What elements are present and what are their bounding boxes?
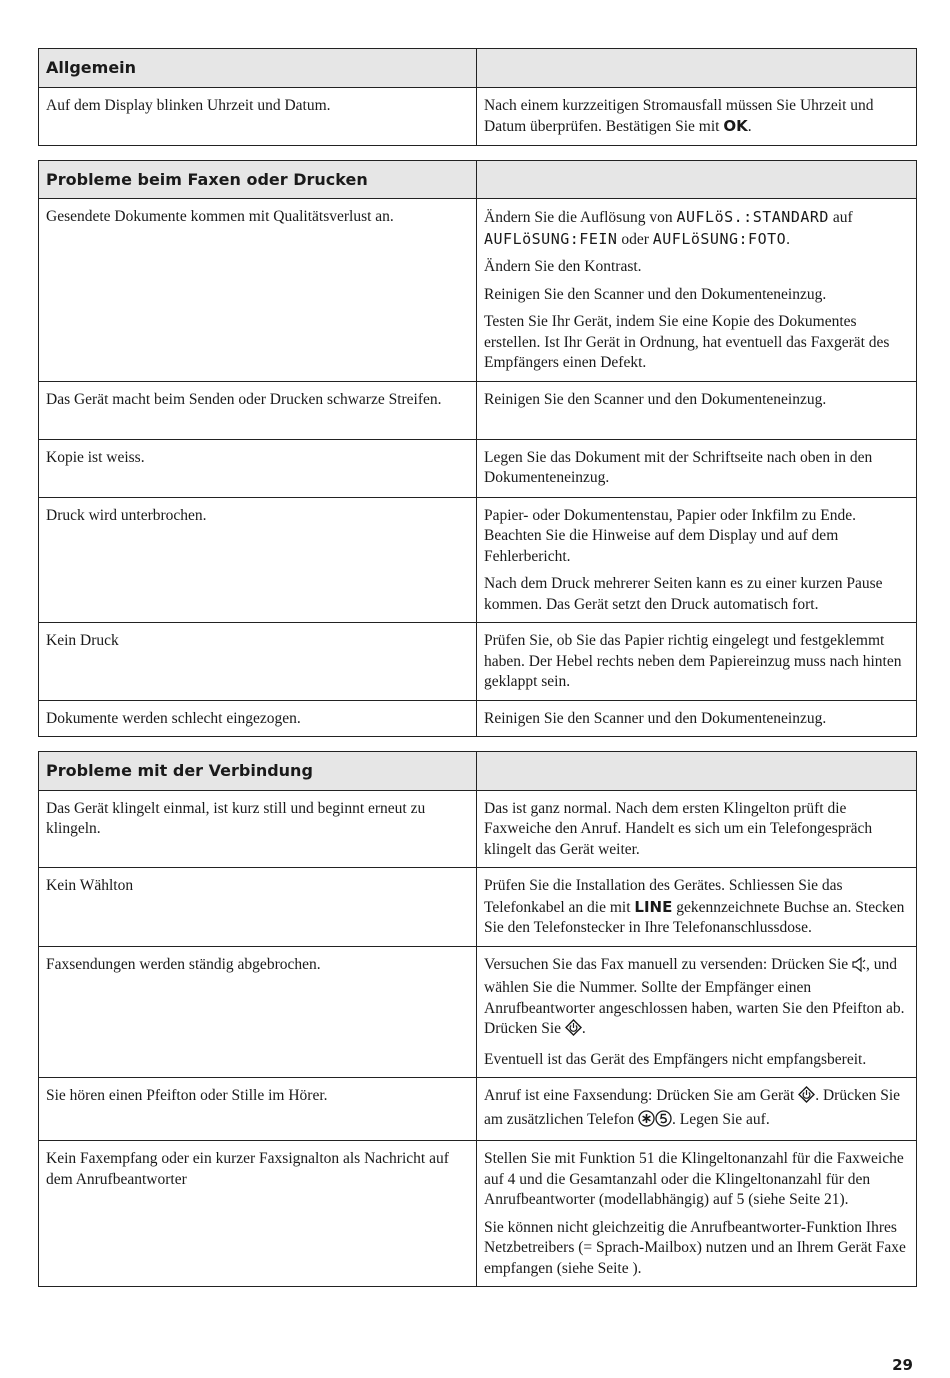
problem-cell: Kein Faxempfang oder ein kurzer Faxsignalton als Nachricht auf dem Anrufbeantworter [39,1141,477,1287]
table-row [39,700,917,737]
problem-cell: Gesendete Dokumente kommen mit Qualitätsverlust an. [39,199,477,382]
troubleshooting-page [38,48,916,1287]
solution-text: . Drücken Sie am zusätzlichen Telefon [484,1087,901,1128]
solution-paragraph: Testen Sie Ihr Gerät, indem Sie eine Kopie des Dokumentes erstellen. Ist Ihr Gerät in Ordnung, hat eventuell das Faxgerät des Empfängers einen Defekt. [484,313,890,371]
solution-text: . [581,1020,586,1037]
problem-cell: Dokumente werden schlecht eingezogen. [39,700,477,737]
problem-cell: Das Gerät klingelt einmal, ist kurz still und beginnt erneut zu klingeln. [39,790,477,868]
table-row [39,381,917,439]
solution-text: . [786,230,791,248]
display-text-standard: AUFLöS.:STANDARD [676,208,829,226]
solution-cell [477,1141,917,1287]
table-row [39,790,917,868]
problem-cell: Kein Wählton [39,868,477,947]
start-icon [565,1019,582,1043]
table-row [39,497,917,623]
solution-cell: Reinigen Sie den Scanner und den Dokumenteneinzug. [477,700,917,737]
solution-cell [477,946,917,1078]
solution-text: oder [617,230,653,248]
problem-cell: Kopie ist weiss. [39,439,477,497]
table-row [39,199,917,382]
problem-cell: Druck wird unterbrochen. [39,497,477,623]
section-header [39,160,917,199]
table-row [39,1141,917,1287]
solution-text: Prüfen Sie die Installation des Gerätes. Schliessen Sie das Telefonkabel an die mit [484,877,843,916]
solution-text-end: . [747,118,752,135]
solution-paragraph: Nach dem Druck mehrerer Seiten kann es zu einer kurzen Pause kommen. Das Gerät setzt den Druck automatisch fort. [484,575,883,613]
section-allgemein [38,48,917,146]
problem-cell: Kein Druck [39,623,477,701]
solution-paragraph: Stellen Sie mit Funktion 51 die Klingeltonanzahl für die Faxweiche auf 4 und die Gesamtanzahl oder die Klingeltonanzahl für den Anrufbeantworter (modellabhängig) auf 5 (siehe Seite 21). [484,1150,904,1208]
table-row [39,439,917,497]
solution-cell: Prüfen Sie, ob Sie das Papier richtig eingelegt und festgeklemmt haben. Der Hebel rechts neben dem Papiereinzug muss nach hinten geklappt sein. [477,623,917,701]
solution-paragraph: Ändern Sie den Kontrast. [484,258,642,275]
start-icon [798,1086,815,1110]
section-faxen-drucken [38,160,917,738]
solution-cell [477,87,917,145]
five-key-icon [655,1110,672,1134]
ok-key-label: OK [723,117,748,135]
table-row [39,87,917,145]
solution-paragraph: Eventuell ist das Gerät des Empfängers nicht empfangsbereit. [484,1050,867,1068]
problem-cell: Auf dem Display blinken Uhrzeit und Datum. [39,87,477,145]
solution-text: gekennzeichnete Buchse an. Stecken Sie den Telefonstecker in Ihre Telefonanschlussdose. [484,898,905,936]
solution-cell [477,868,917,947]
solution-cell [477,497,917,623]
section-header [39,752,917,791]
solution-cell: Reinigen Sie den Scanner und den Dokumenteneinzug. [477,381,917,439]
display-text-fein: AUFLöSUNG:FEIN [484,229,618,248]
section-title: Probleme mit der Verbindung [39,752,477,791]
solution-text: . Legen Sie auf. [672,1110,770,1128]
solution-text: Ändern Sie die Auflösung von [484,209,677,226]
problem-cell: Das Gerät macht beim Senden oder Drucken schwarze Streifen. [39,381,477,439]
solution-paragraph [484,955,910,1043]
problem-cell: Faxsendungen werden ständig abgebrochen. [39,946,477,1078]
solution-text: Versuchen Sie das Fax manuell zu versenden: Drücken Sie [484,955,853,973]
problem-cell: Sie hören einen Pfeifton oder Stille im Hörer. [39,1078,477,1141]
solution-text: Nach einem kurzzeitigen Stromausfall müssen Sie Uhrzeit und Datum überprüfen. Bestätigen Sie mit [484,96,874,135]
section-header [39,49,917,88]
table-row [39,1078,917,1141]
solution-text: auf [828,209,853,226]
section-title: Probleme beim Faxen oder Drucken [39,160,477,199]
section-verbindung [38,751,917,1287]
section-header-blank [477,160,917,199]
display-text-foto: AUFLöSUNG:FOTO [652,229,787,248]
solution-paragraph [484,207,910,250]
table-row [39,946,917,1078]
solution-cell [477,1078,917,1141]
solution-text: , und wählen Sie die Nummer. Sollte der Empfänger einen Anrufbeantworter angeschlossen haben, warten Sie den Pfeifton ab. Drücken Sie [484,955,905,1037]
solution-text: Anruf ist eine Faxsendung: Drücken Sie am Gerät [484,1087,799,1104]
speaker-icon [852,957,866,979]
solution-paragraph: Reinigen Sie den Scanner und den Dokumenteneinzug. [484,285,827,303]
table-row [39,868,917,947]
page-number: 29 [892,1356,913,1374]
table-row [39,623,917,701]
section-header-blank [477,752,917,791]
solution-cell: Das ist ganz normal. Nach dem ersten Klingelton prüft die Faxweiche den Anruf. Handelt es sich um ein Telefongespräch klingelt das Gerät weiter. [477,790,917,868]
star-key-icon [638,1110,655,1134]
section-title: Allgemein [39,49,477,88]
section-header-blank [477,49,917,88]
solution-cell [477,199,917,382]
solution-paragraph: Papier- oder Dokumentenstau, Papier oder Inkfilm zu Ende. Beachten Sie die Hinweise auf dem Display und auf dem Fehlerbericht. [484,506,857,565]
solution-cell: Legen Sie das Dokument mit der Schriftseite nach oben in den Dokumenteneinzug. [477,439,917,497]
line-key-label: LINE [634,897,673,916]
solution-paragraph: Sie können nicht gleichzeitig die Anrufbeantworter-Funktion Ihres Netzbetreibers (= Sprach-Mailbox) nutzen und an Ihrem Gerät Faxe empfangen (siehe Seite ). [484,1218,906,1277]
